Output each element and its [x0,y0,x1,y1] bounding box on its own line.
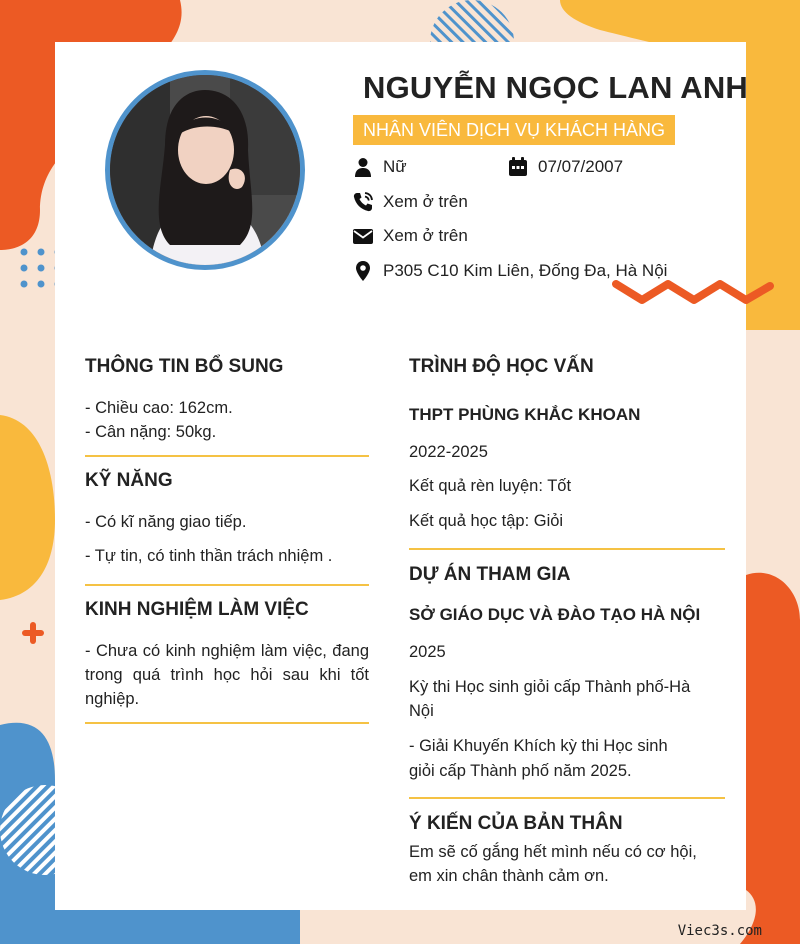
address-value: P305 C10 Kim Liên, Đống Đa, Hà Nội [383,261,668,280]
phone-row [353,192,468,212]
conduct-result: Kết quả rèn luyện: Tốt [409,477,572,495]
school-name: THPT PHÙNG KHẮC KHOAN [409,405,641,424]
experience-text: - Chưa có kinh nghiệm làm việc, đang trong quá trình học hỏi sau khi tốt nghiệp. [85,642,369,708]
user-icon [353,157,373,177]
education-title: TRÌNH ĐỘ HỌC VẤN [409,356,594,377]
height-line: - Chiều cao: 162cm. [85,399,233,417]
additional-info-title: THÔNG TIN BỔ SUNG [85,356,284,377]
project-award-line2: giỏi cấp Thành phố năm 2025. [409,762,632,780]
address-row [353,261,667,281]
project-organization: SỞ GIÁO DỤC VÀ ĐÀO TẠO HÀ NỘI [409,605,701,624]
calendar-icon [508,157,528,177]
project-award-line1: - Giải Khuyến Khích kỳ thi Học sinh [409,737,668,755]
divider [409,797,725,799]
divider [85,584,369,586]
study-result: Kết quả học tập: Giỏi [409,512,564,530]
phone-icon [353,192,373,212]
divider [409,548,725,550]
phone-value: Xem ở trên [383,192,468,211]
skill-item: - Tự tin, có tinh thần trách nhiệm . [85,547,333,565]
project-name-line2: Nội [409,702,434,720]
dob-value: 07/07/2007 [538,157,624,176]
job-title-badge: NHÂN VIÊN DỊCH VỤ KHÁCH HÀNG [353,115,675,145]
projects-title: DỰ ÁN THAM GIA [409,564,571,585]
profile-photo [105,70,305,270]
candidate-name: NGUYỄN NGỌC LAN ANH [363,70,748,105]
dob-row [508,157,623,177]
skill-item: - Có kĩ năng giao tiếp. [85,513,247,531]
experience-title: KINH NGHIỆM LÀM VIỆC [85,599,309,620]
mail-icon [353,226,373,246]
location-icon [353,261,373,281]
skills-title: KỸ NĂNG [85,470,173,491]
avatar-illustration [110,75,300,265]
plus-decoration [20,620,46,646]
zigzag-decoration [612,278,774,308]
project-year: 2025 [409,643,446,661]
email-value: Xem ở trên [383,226,468,245]
gender-value: Nữ [383,157,407,176]
project-name-line1: Kỳ thi Học sinh giỏi cấp Thành phố-Hà [409,678,691,696]
education-period: 2022-2025 [409,443,488,461]
watermark: Viec3s.com [677,923,762,939]
weight-line: - Cân nặng: 50kg. [85,423,217,441]
opinion-line1: Em sẽ cố gắng hết mình nếu có cơ hội, [409,843,697,861]
email-row [353,226,468,246]
divider [85,455,369,457]
gender-row [353,157,407,177]
opinion-title: Ý KIẾN CỦA BẢN THÂN [409,813,623,834]
divider [85,722,369,724]
opinion-line2: em xin chân thành cảm ơn. [409,867,609,885]
